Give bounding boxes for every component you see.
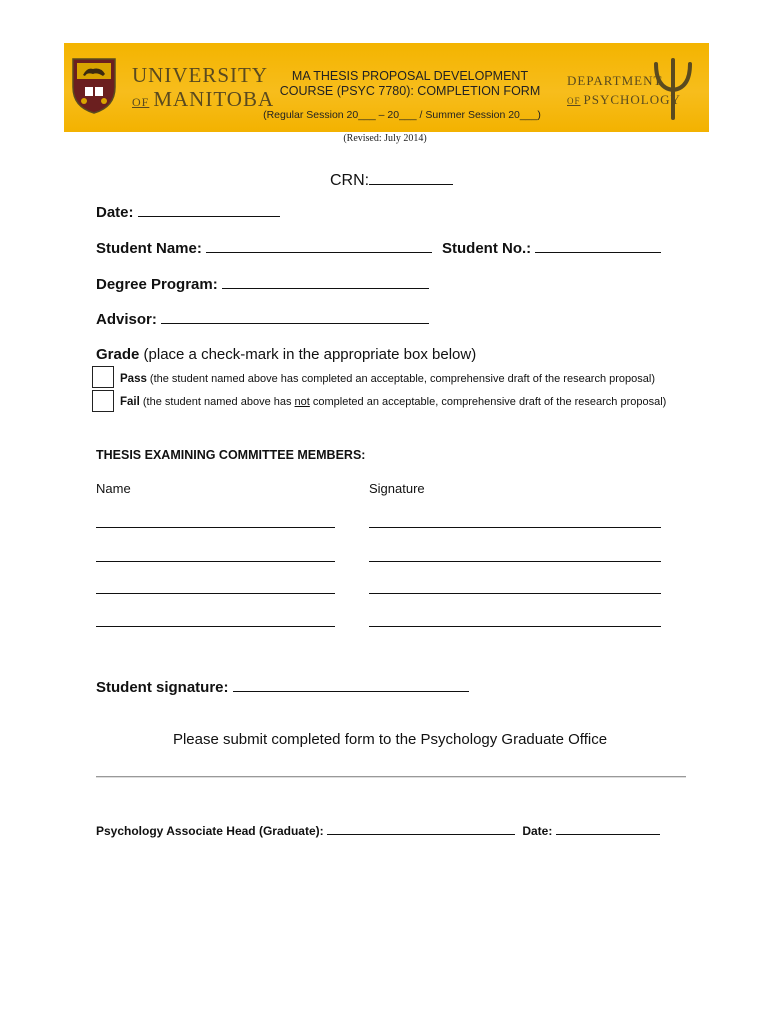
university-line2: MANITOBA <box>153 87 275 111</box>
pass-text: (the student named above has completed an acceptable, comprehensive draft of the research proposal) <box>149 373 656 385</box>
committee-signature-line[interactable] <box>369 527 661 528</box>
psi-icon <box>652 58 694 122</box>
committee-name-line[interactable] <box>96 561 335 562</box>
pass-option <box>120 373 655 385</box>
pass-label: Pass <box>120 373 147 385</box>
university-line1: UNIVERSITY <box>132 63 268 87</box>
form-title-line1: MA THESIS PROPOSAL DEVELOPMENT <box>291 69 529 83</box>
student-name-field[interactable] <box>96 238 432 257</box>
committee-name-column: Name <box>96 481 131 496</box>
advisor-blank[interactable] <box>161 309 429 324</box>
committee-heading: THESIS EXAMINING COMMITTEE MEMBERS: <box>96 448 366 462</box>
fail-text-not: not <box>294 396 310 408</box>
date-blank[interactable] <box>138 202 280 217</box>
committee-signature-line[interactable] <box>369 561 661 562</box>
fail-text-a: (the student named above has <box>142 396 292 408</box>
date-label: Date: <box>96 204 134 221</box>
student-signature-field[interactable] <box>96 677 469 696</box>
university-wordmark <box>132 64 274 113</box>
form-title-line2: COURSE (PSYC 7780): COMPLETION FORM <box>279 84 541 98</box>
department-of: OF <box>567 96 581 106</box>
committee-signature-line[interactable] <box>369 626 661 627</box>
university-of: OF <box>132 95 150 109</box>
degree-program-field[interactable] <box>96 274 429 293</box>
associate-head-label: Psychology Associate Head (Graduate): <box>96 824 324 838</box>
student-name-blank[interactable] <box>206 238 432 253</box>
student-no-label: Student No.: <box>442 240 532 257</box>
divider <box>96 776 686 778</box>
fail-label: Fail <box>120 396 140 408</box>
crn-blank[interactable] <box>369 170 453 185</box>
pass-checkbox[interactable] <box>92 366 114 388</box>
fail-option <box>120 396 666 408</box>
degree-program-blank[interactable] <box>222 274 429 289</box>
crn-label: CRN: <box>330 172 370 189</box>
date-field[interactable] <box>96 202 280 221</box>
fail-text-b: completed an acceptable, comprehensive draft of the research proposal) <box>312 396 667 408</box>
university-crest-logo <box>71 57 117 115</box>
fail-checkbox[interactable] <box>92 390 114 412</box>
student-name-label: Student Name: <box>96 240 202 257</box>
advisor-field[interactable] <box>96 309 429 328</box>
committee-signature-line[interactable] <box>369 593 661 594</box>
associate-head-field[interactable] <box>96 820 660 838</box>
crn-field[interactable] <box>330 170 453 190</box>
student-no-blank[interactable] <box>535 238 661 253</box>
form-title <box>260 69 560 99</box>
student-signature-blank[interactable] <box>233 677 469 692</box>
associate-date-label: Date: <box>522 824 553 838</box>
associate-date-blank[interactable] <box>556 820 660 835</box>
degree-program-label: Degree Program: <box>96 276 218 293</box>
grade-instruction: (place a check-mark in the appropriate box below) <box>143 346 477 363</box>
grade-label: Grade <box>96 346 140 363</box>
grade-heading <box>96 346 476 363</box>
committee-name-line[interactable] <box>96 593 335 594</box>
advisor-label: Advisor: <box>96 311 157 328</box>
student-no-field[interactable] <box>442 238 661 257</box>
associate-head-blank[interactable] <box>327 820 515 835</box>
session-line: (Regular Session 20___ – 20___ / Summer Session 20___) <box>263 109 541 121</box>
committee-name-line[interactable] <box>96 626 335 627</box>
submit-note: Please submit completed form to the Psychology Graduate Office <box>172 731 608 748</box>
department-line2: PSYCHOLOGY <box>583 92 681 107</box>
student-signature-label: Student signature: <box>96 679 229 696</box>
department-line1: DEPARTMENT <box>567 73 663 88</box>
committee-signature-column: Signature <box>369 481 425 496</box>
revised-note: (Revised: July 2014) <box>343 133 427 144</box>
committee-name-line[interactable] <box>96 527 335 528</box>
